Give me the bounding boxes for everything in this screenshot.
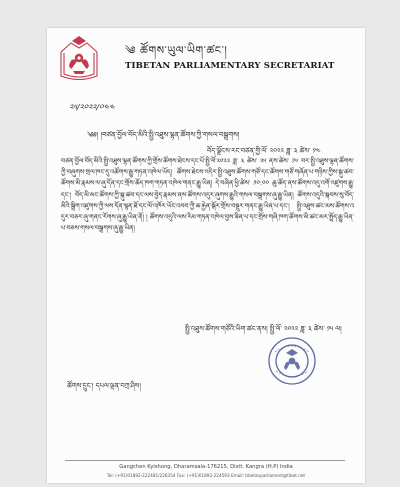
secretariat-round-seal-icon — [267, 336, 317, 386]
tibetan-snow-lions-emblem-icon — [58, 36, 100, 82]
letterhead-title-tibetan: ༄ ཚོགས་ཡུལ་ཡིག་ཚང་། — [125, 44, 228, 57]
reference-number: ༢༥/༢༠༢༢/༠༤༤ — [69, 103, 115, 112]
signatory-name: ཚོགས་དྲུང་། དཔལ་ལྡན་བཀྲ་ཤིས། — [67, 382, 141, 390]
footer-contact: Tel: (+91)01892-222481/226354 Fax: (+91)01892-224593 Email: tibetanparliament@tibet.net — [106, 473, 306, 478]
letterhead-title-english: TIBETAN PARLIAMENTARY SECRETARIAT — [125, 61, 335, 71]
salutation-heading: ༄༅། །བཙན་བྱོལ་བོད་མིའི་སྤྱི་འཐུས་ལྷན་ཚོགས་ཀྱི་གསལ་བསྒྲགས། — [87, 131, 240, 139]
footer-divider — [65, 460, 345, 461]
closing-date-line: སྤྱི་འཐུས་ཚོགས་གཙོའི་ཡིག་ཚང་ནས། སྤྱི་ལོ་ ༢༠༢༢ ཟླ་ ༣ ཚེས་ ༡༥ ལ། — [185, 325, 342, 333]
letter-date: བོད་ལྗོངས་རང་བཙན་གྱི་ལོ་ ༢༠༢༢ ཟླ་ ༣ ཚེས་ ༡༤ — [207, 147, 321, 155]
footer-address: Gangchen Kyishong, Dharamsala-176215, Distt. Kangra (H.P) India — [119, 464, 293, 470]
letter-body-paragraph: བཙན་བྱོལ་བོད་མིའི་སྤྱི་འཐུས་ལྷན་ཚོགས་ཀྱི་གྲོས་ཚོགས་ཐེངས་དང་པོ་སྤྱི་ལོ་༢༠༢༢ ཟླ་ ༣ ཚེས་ ༢༥ ནས་ཚེས་ ༡༦ བར་སྤྱི་འཐུས་ལྷན་ཚོགས་ཀྱི་བཞུགས་གྲལ་ཁང་དུ་འཚོགས་རྒྱུ་གཏན་འཁེལ་ཡོད། ཚོགས་ཐེངས་འདིར་སྤྱི་འཐུས་ཚོགས་གཙོ་དང་ཚོགས་གཙོ་གཞོན་པ་གཉིས་ཀྱིས་སྐུ་ཚབ་ཚོགས་མི་རྣམས་ལ་ཞུ་དོན་དང་གྲོས་ཆོད་ཁག་གཏན་འཁེལ་གནང་རྒྱུ་ཡིན། དེ་བཞིན་ཕྱི་ཚེས་ ༡༠:༠༠ ཆུ་ཚོད་ནས་ཚོགས་འདུ་འགོ་འཛུགས་རྒྱུ་དང་། བོད་མི་མང་ཚོགས་ཀྱི་སྐུ་ཚབ་དང་ལས་བྱེད་རྣམས་ནས་ཚོགས་འདུར་ཞུགས་རྒྱུའི་གསལ་བསྒྲགས་ཞུ་རྒྱུ་ཡིན། ཚོགས་འདུའི་སྐབས་སུ་བོད་མིའི་སྒྲིག་འཛུགས་ཀྱི་ལས་དོན་སྙན་ཐོ་དང་ལོ་འཁོར་ཡོང་འབབ་ཀྱི་ཆ་རྐྱེན་སྐོར་གྲོས་བསྡུར་གནང་རྒྱུ་ཡིན་པ་དང་། སྤྱི་འཐུས་ཚང་མས་ཚོགས་འདུར་བཅར་ཞུ་གནང་རོགས་ཞུ་རྒྱུ་ཡིན་ནོ། ། ཚོགས་འདུའི་ལས་རིམ་གཏན་འཁེལ་བྱས་ཟིན་པ་དང་གྲོས་གཞི་ཁག་ཚོགས་མི་ཚང་མར་སྤྲོད་རྒྱུ་ཡིན་པ་བཅས་གསལ་བསྒྲགས་ཞུ་རྒྱུ་ཡིན། — [61, 157, 354, 233]
letter-page — [47, 28, 365, 483]
